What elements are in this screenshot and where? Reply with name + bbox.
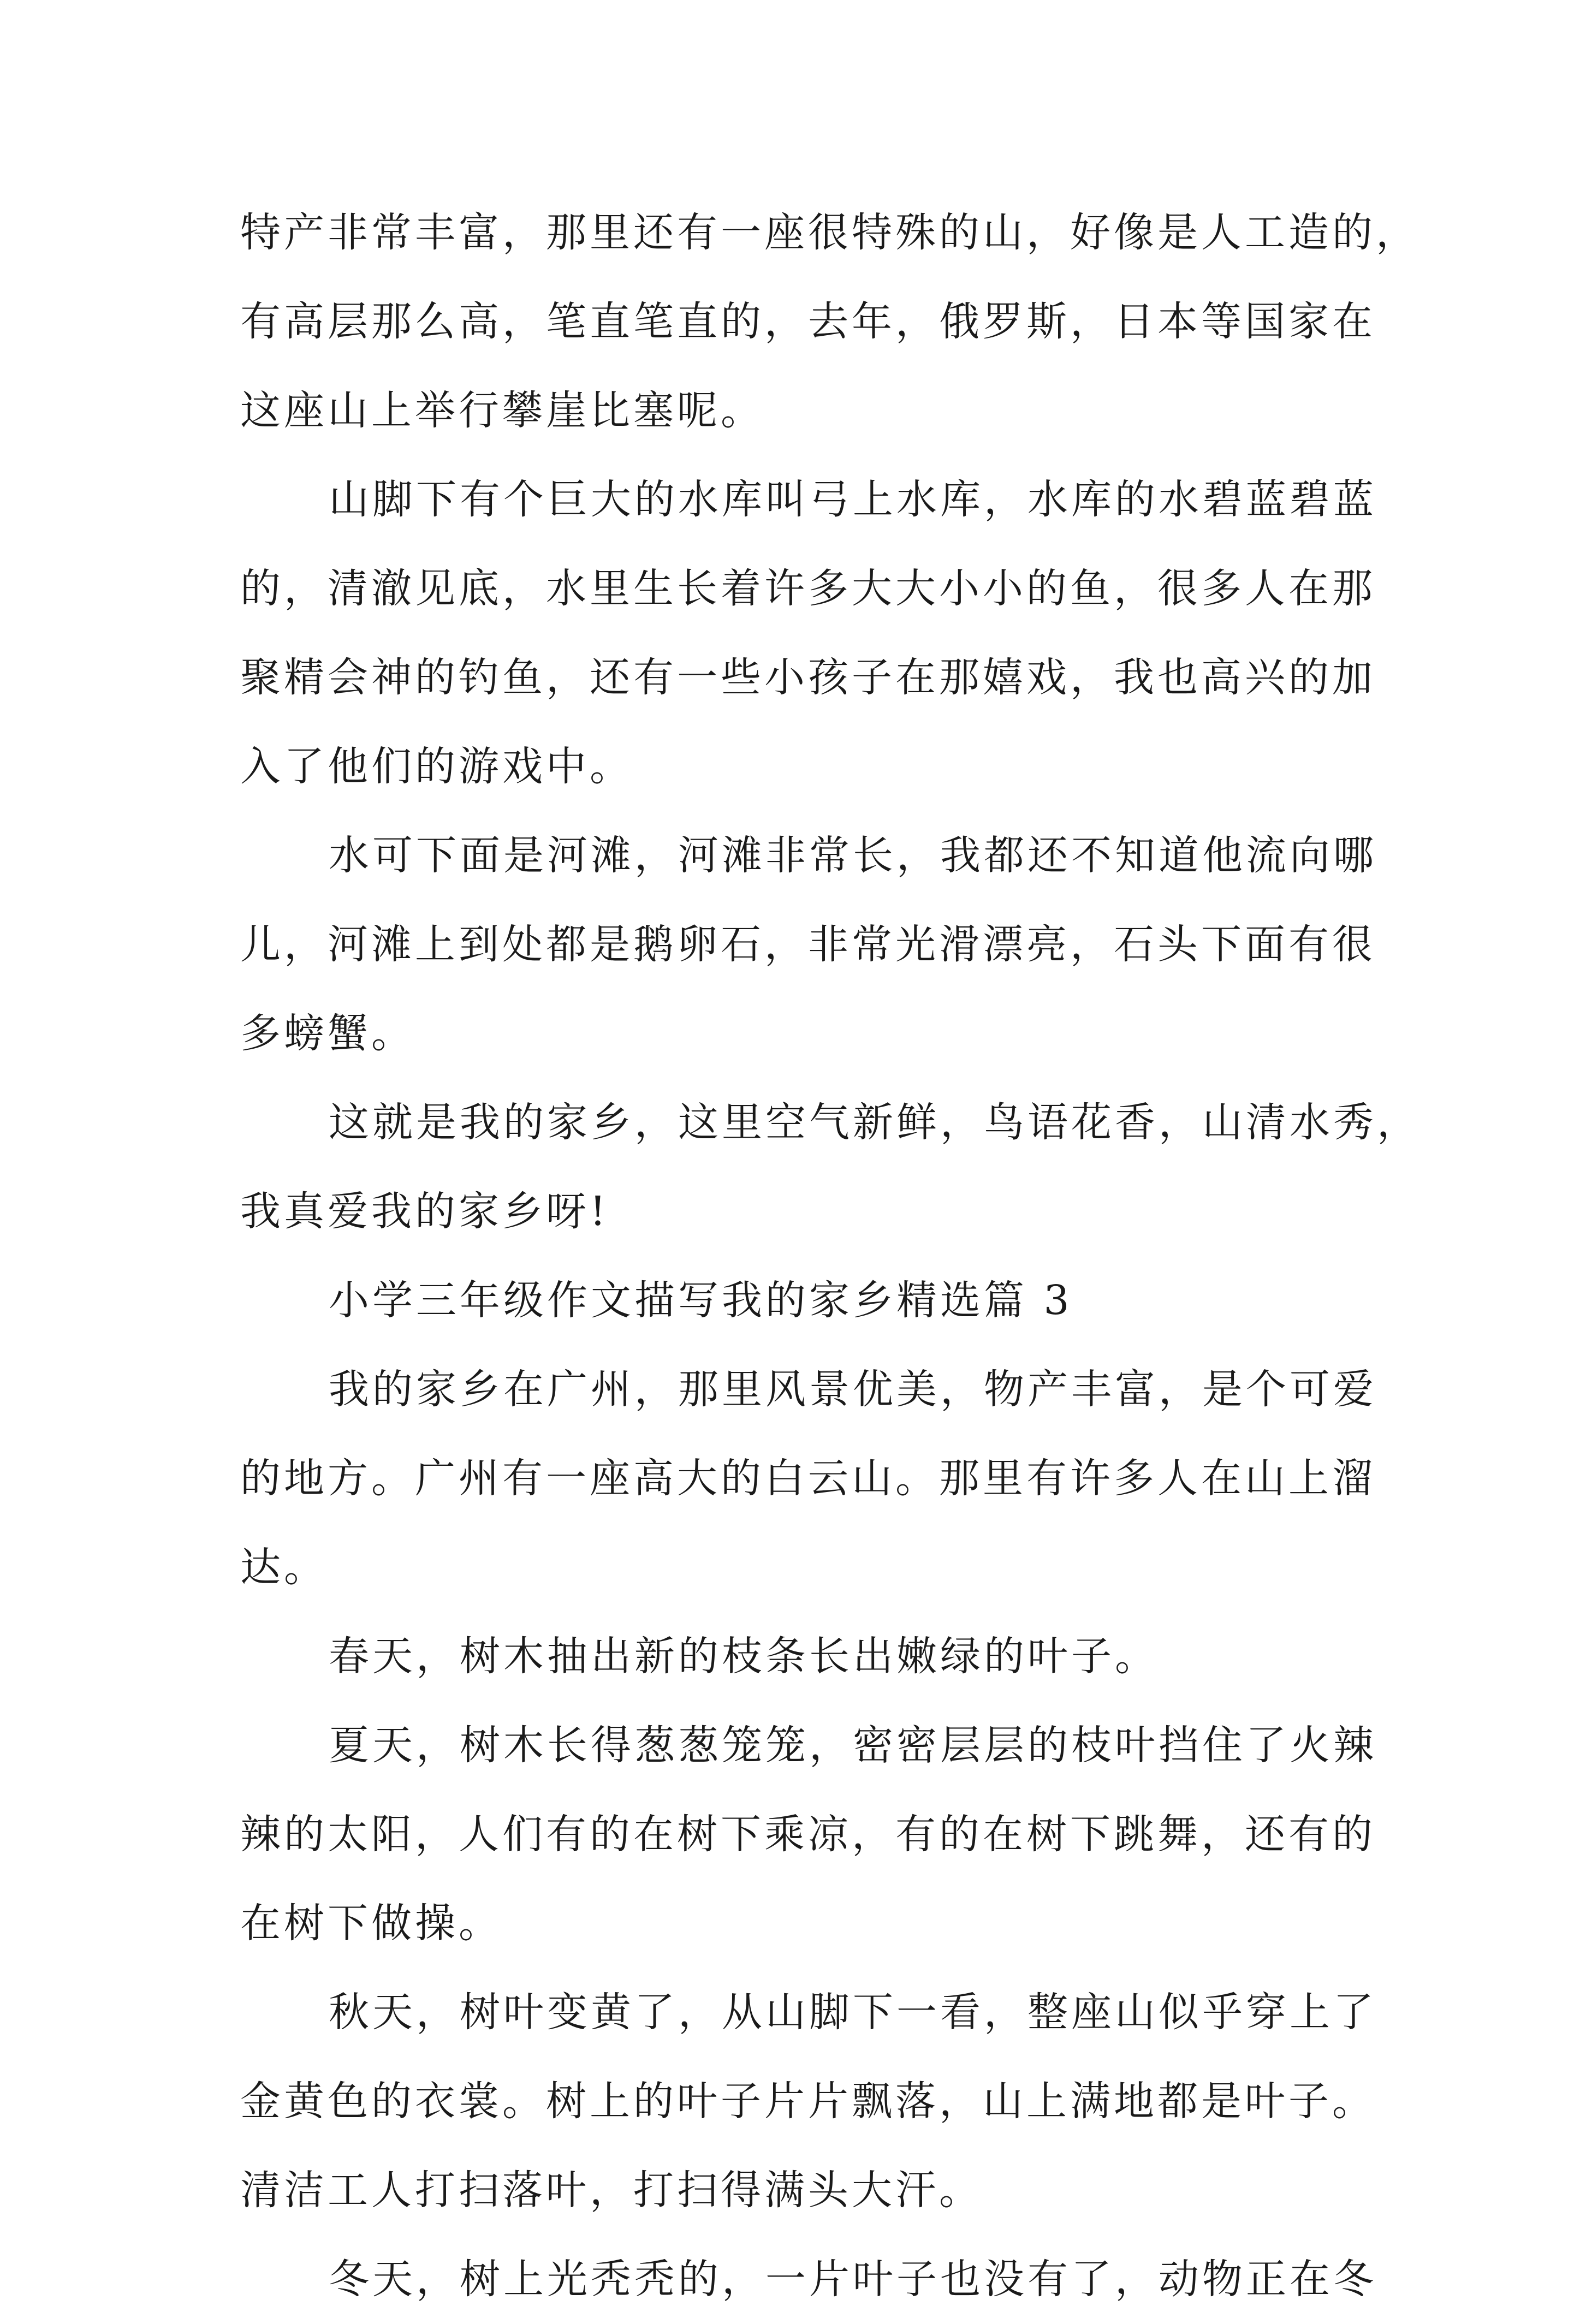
text-line: 儿，河滩上到处都是鹅卵石，非常光滑漂亮，石头下面有很 <box>240 921 1376 968</box>
text-line: 达。 <box>240 1544 328 1591</box>
paragraph-first-line: 夏天，树木长得葱葱笼笼，密密层层的枝叶挡住了火辣 <box>329 1722 1377 1769</box>
paragraph-first-line: 冬天，树上光秃秃的，一片叶子也没有了，动物正在冬 <box>329 2256 1377 2303</box>
text-line: 有高层那么高，笔直笔直的，去年，俄罗斯，日本等国家在 <box>240 298 1376 345</box>
paragraph-first-line: 我的家乡在广州，那里风景优美，物产丰富，是个可爱 <box>329 1366 1377 1413</box>
text-line: 入了他们的游戏中。 <box>240 743 633 790</box>
text-line: 多螃蟹。 <box>240 1010 415 1057</box>
paragraph-first-line: 水可下面是河滩，河滩非常长，我都还不知道他流向哪 <box>329 832 1377 879</box>
text-line: 聚精会神的钓鱼，还有一些小孩子在那嬉戏，我也高兴的加 <box>240 654 1376 701</box>
text-line: 辣的太阳，人们有的在树下乘凉，有的在树下跳舞，还有的 <box>240 1811 1376 1858</box>
text-line: 的地方。广州有一座高大的白云山。那里有许多人在山上溜 <box>240 1455 1376 1502</box>
text-line: 特产非常丰富，那里还有一座很特殊的山，好像是人工造的， <box>240 209 1419 256</box>
text-line: 的，清澈见底，水里生长着许多大大小小的鱼，很多人在那 <box>240 565 1376 612</box>
paragraph-first-line: 秋天，树叶变黄了，从山脚下一看，整座山似乎穿上了 <box>329 1989 1377 2036</box>
paragraph-first-line: 这就是我的家乡，这里空气新鲜，鸟语花香，山清水秀， <box>329 1099 1421 1146</box>
paragraph-first-line: 春天，树木抽出新的枝条长出嫩绿的叶子。 <box>329 1633 1159 1680</box>
section-heading: 小学三年级作文描写我的家乡精选篇 3 <box>329 1277 1073 1324</box>
text-line: 在树下做操。 <box>240 1900 502 1947</box>
text-line: 这座山上举行攀崖比塞呢。 <box>240 387 764 434</box>
paragraph-first-line: 山脚下有个巨大的水库叫弓上水库，水库的水碧蓝碧蓝 <box>329 476 1377 523</box>
document-body <box>240 188 1421 2324</box>
text-line: 金黄色的衣裳。树上的叶子片片飘落，山上满地都是叶子。 <box>240 2078 1376 2125</box>
text-line: 我真爱我的家乡呀! <box>240 1188 609 1235</box>
text-line: 清洁工人打扫落叶，打扫得满头大汗。 <box>240 2167 983 2214</box>
